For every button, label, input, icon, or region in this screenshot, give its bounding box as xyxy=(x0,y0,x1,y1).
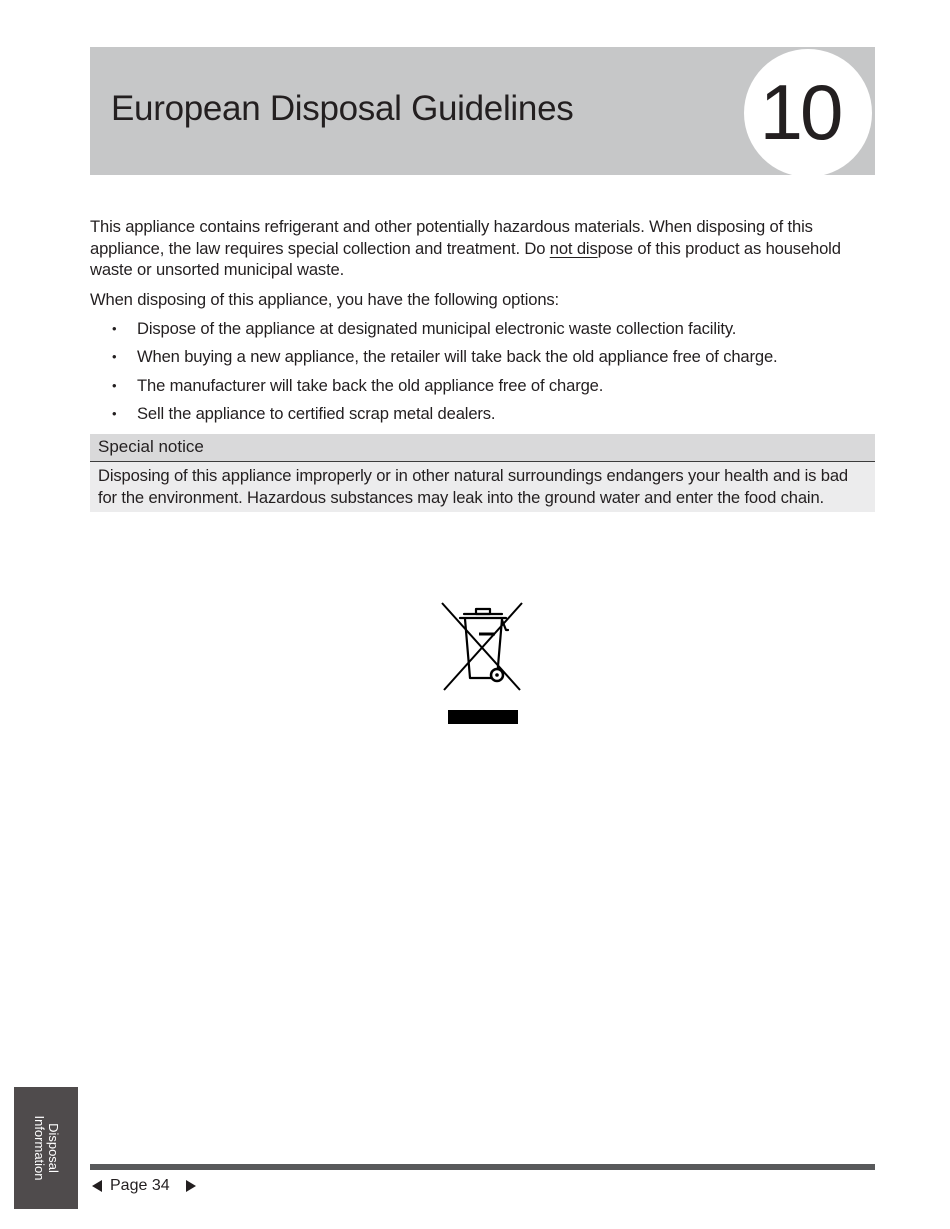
previous-page-icon[interactable] xyxy=(92,1180,102,1192)
chapter-number: 10 xyxy=(759,68,841,156)
crossed-out-wheelie-bin-icon xyxy=(440,600,526,726)
list-item-text: Sell the appliance to certified scrap metal dealers. xyxy=(137,404,496,424)
intro-emphasis: not dis xyxy=(549,238,598,258)
bullet: • xyxy=(112,320,117,336)
intro-text-start: This appliance contains refrigerant and other potentially hazardous materials. When disposing of this appliance, the law requires special collection and treatment. Do xyxy=(90,217,813,258)
section-tab-line: Disposal xyxy=(46,1123,61,1173)
notice-heading: Special notice xyxy=(90,434,875,462)
chapter-header xyxy=(90,47,875,175)
chapter-badge xyxy=(744,49,872,175)
list-item xyxy=(90,318,875,339)
list-item xyxy=(90,403,875,424)
options-intro: When disposing of this appliance, you have the following options: xyxy=(90,289,560,309)
section-tab[interactable] xyxy=(14,1087,78,1209)
list-item-text: When buying a new appliance, the retailer will take back the old appliance free of charge. xyxy=(137,347,778,367)
bullet: • xyxy=(112,377,117,393)
list-item-text: Dispose of the appliance at designated municipal electronic waste collection facility. xyxy=(137,318,737,338)
list-item xyxy=(90,375,875,396)
special-notice-box xyxy=(90,434,875,512)
intro-text-end: pose of this product as household waste or unsorted municipal waste. xyxy=(90,238,841,279)
list-item xyxy=(90,346,875,367)
next-page-icon[interactable] xyxy=(186,1180,196,1192)
section-tab-line: Information xyxy=(32,1115,47,1181)
page-title: European Disposal Guidelines xyxy=(111,89,574,128)
section-tab-label xyxy=(32,1115,60,1180)
footer-divider xyxy=(90,1164,875,1170)
disposal-options-list xyxy=(90,318,875,425)
notice-body: Disposing of this appliance improperly or in other natural surroundings endangers your health and is bad for the environment. Hazardous substances may leak into the ground water and enter the food chain. xyxy=(90,462,875,512)
main-content xyxy=(90,216,875,432)
bullet: • xyxy=(112,349,117,365)
list-item-text: The manufacturer will take back the old appliance free of charge. xyxy=(137,375,604,395)
bullet: • xyxy=(112,406,117,422)
page-number: Page 34 xyxy=(110,1177,170,1194)
intro-paragraph xyxy=(90,216,875,281)
